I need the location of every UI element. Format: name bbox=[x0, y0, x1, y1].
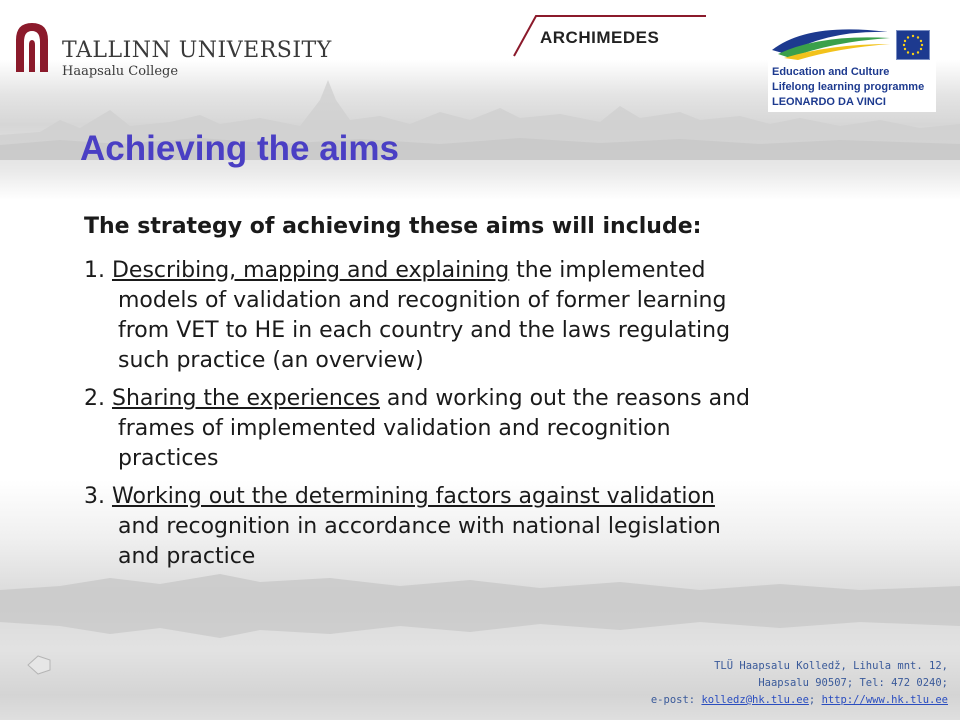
list-item-text: and working out the reasons and bbox=[379, 386, 750, 411]
list-item-first-line bbox=[84, 482, 884, 512]
lead-sentence: The strategy of achieving these aims will include: bbox=[84, 214, 702, 239]
footer-email-link[interactable]: kolledz@hk.tlu.ee bbox=[701, 694, 809, 706]
eu-line-leonardo: LEONARDO DA VINCI bbox=[772, 96, 886, 108]
eu-programme-swoosh-icon bbox=[768, 16, 892, 60]
list-item bbox=[84, 256, 884, 376]
list-item-first-line bbox=[84, 256, 884, 286]
list-item-number: 1. bbox=[84, 258, 112, 283]
footer-email-label: e-post: bbox=[650, 694, 702, 706]
footer-separator: ; bbox=[808, 694, 822, 706]
slide-title: Achieving the aims bbox=[80, 129, 399, 168]
list-item-first-line bbox=[84, 384, 884, 414]
footer-website-link[interactable]: http://www.hk.tlu.ee bbox=[821, 694, 948, 706]
footer-phone-line: Haapsalu 90507; Tel: 472 0240; bbox=[758, 677, 948, 689]
eu-flag-icon bbox=[896, 30, 930, 60]
previous-slide-arrow-icon[interactable] bbox=[26, 654, 52, 676]
list-item-continuation: frames of implemented validation and recognition bbox=[118, 416, 671, 441]
eu-line-education: Education and Culture bbox=[772, 66, 890, 78]
list-item-continuation: from VET to HE in each country and the laws regulating bbox=[118, 318, 731, 343]
list-item-emphasis: Working out the determining factors against validation bbox=[111, 484, 715, 509]
archimedes-wordmark: ARCHIMEDES bbox=[540, 28, 660, 47]
list-item-number: 3. bbox=[84, 484, 112, 509]
list-item-emphasis: Describing, mapping and explaining bbox=[111, 258, 510, 283]
list-item-text: the implemented bbox=[509, 258, 706, 283]
footer-address-line: TLÜ Haapsalu Kolledž, Lihula mnt. 12, bbox=[714, 660, 948, 672]
list-item-continuation: models of validation and recognition of former learning bbox=[118, 288, 727, 313]
eu-lifelong-learning-logo bbox=[768, 16, 936, 112]
footer-links-line bbox=[651, 692, 948, 709]
list-item bbox=[84, 482, 884, 572]
university-name: TALLINN UNIVERSITY bbox=[62, 38, 332, 63]
list-item-continuation: such practice (an overview) bbox=[118, 348, 424, 373]
list-item bbox=[84, 384, 884, 474]
list-item-continuation: practices bbox=[118, 446, 219, 471]
list-item-continuation: and recognition in accordance with national legislation bbox=[118, 514, 721, 539]
list-item-continuation: and practice bbox=[118, 544, 256, 569]
list-item-number: 2. bbox=[84, 386, 112, 411]
tlu-arch-emblem-icon bbox=[12, 20, 52, 74]
eu-line-lifelong: Lifelong learning programme bbox=[772, 81, 925, 93]
archimedes-logo bbox=[510, 14, 710, 58]
slide-body bbox=[84, 212, 884, 580]
list-item-emphasis: Sharing the experiences bbox=[111, 386, 380, 411]
college-name: Haapsalu College bbox=[62, 64, 179, 79]
footer-contact bbox=[651, 658, 948, 709]
